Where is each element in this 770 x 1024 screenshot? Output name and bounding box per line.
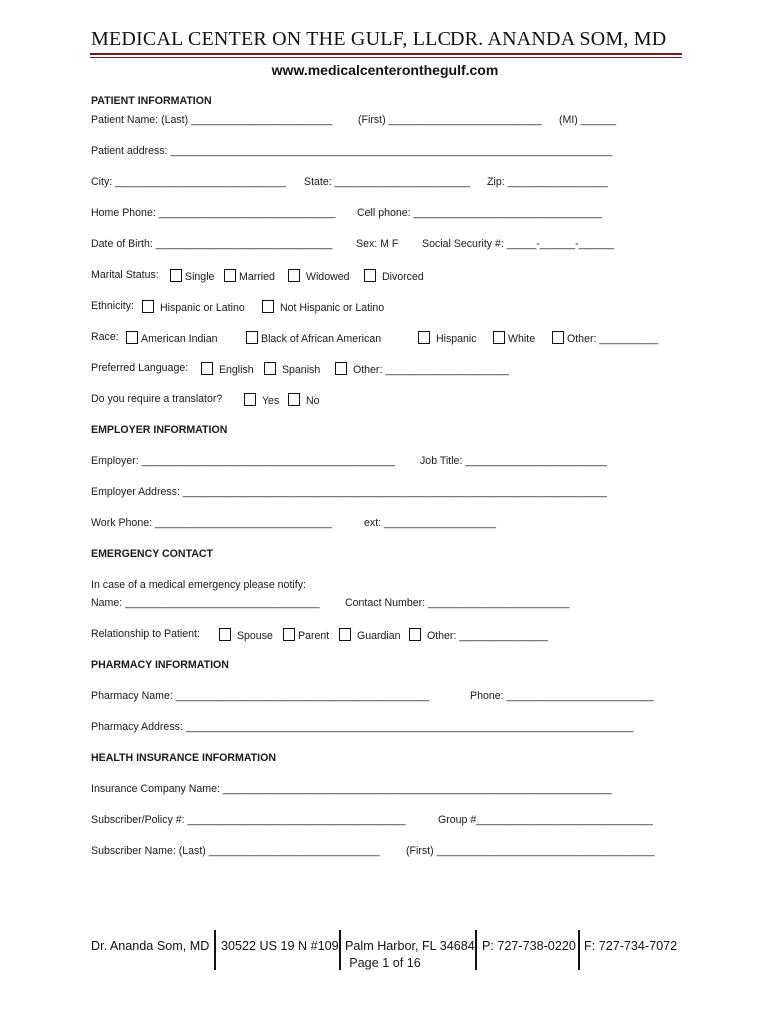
subscriber-last-name-field[interactable]: Subscriber Name: (Last) _____________________________ <box>91 845 380 857</box>
group-field[interactable]: Group #______________________________ <box>438 814 654 826</box>
checkbox-icon[interactable] <box>335 362 347 375</box>
contact-number-field[interactable]: Contact Number: ________________________ <box>345 597 570 609</box>
pharmacy-address-field[interactable]: Pharmacy Address: ____________________________________________________________________________ <box>91 721 634 733</box>
page-number: Page 1 of 16 <box>349 956 421 970</box>
race-option-black[interactable] <box>246 331 381 345</box>
footer-phone: P: 727-738-0220 <box>482 939 576 953</box>
subscriber-first-name-field[interactable]: (First) _____________________________________ <box>406 845 655 857</box>
option-label: Other: _____________________ <box>352 364 510 376</box>
checkbox-icon[interactable] <box>142 300 154 313</box>
section-pharmacy-information: PHARMACY INFORMATION <box>91 659 229 671</box>
checkbox-icon[interactable] <box>283 628 295 641</box>
race-option-american-indian[interactable] <box>126 331 218 345</box>
checkbox-icon[interactable] <box>126 331 138 344</box>
ext-field[interactable]: ext: ___________________ <box>364 517 496 529</box>
footer-city: Palm Harbor, FL 34684 <box>345 939 475 953</box>
relationship-label: Relationship to Patient: <box>91 628 200 640</box>
checkbox-icon[interactable] <box>339 628 351 641</box>
section-patient-information: PATIENT INFORMATION <box>91 95 212 107</box>
zip-field[interactable]: Zip: _________________ <box>487 176 608 188</box>
patient-mi-field[interactable]: (MI) ______ <box>559 114 617 126</box>
website-link[interactable]: www.medicalcenteronthegulf.com <box>271 62 499 78</box>
race-option-white[interactable] <box>493 331 535 345</box>
option-label: Not Hispanic or Latino <box>279 302 385 314</box>
translator-label: Do you require a translator? <box>91 393 223 405</box>
relationship-option-spouse[interactable] <box>219 628 273 642</box>
sex-field[interactable]: Sex: M F <box>356 238 399 250</box>
race-label: Race: <box>91 331 119 343</box>
option-label: Parent <box>298 630 330 642</box>
doctor-name: DR. ANANDA SOM, MD <box>450 28 667 50</box>
relationship-option-guardian[interactable] <box>339 628 401 642</box>
job-title-field[interactable]: Job Title: ________________________ <box>420 455 607 467</box>
language-option-other[interactable] <box>335 362 509 376</box>
option-label: White <box>508 333 536 345</box>
marital-option-divorced[interactable] <box>364 269 424 283</box>
emergency-notify-text: In case of a medical emergency please notify: <box>91 579 306 591</box>
patient-address-field[interactable]: Patient address: ___________________________________________________________________________ <box>91 145 613 157</box>
language-option-spanish[interactable] <box>264 362 320 376</box>
option-label: English <box>218 364 254 376</box>
relationship-option-other[interactable] <box>409 628 548 642</box>
checkbox-icon[interactable] <box>288 393 300 406</box>
emergency-name-field[interactable]: Name: _________________________________ <box>91 597 320 609</box>
checkbox-icon[interactable] <box>418 331 430 344</box>
option-label: Guardian <box>356 630 401 642</box>
dob-field[interactable]: Date of Birth: ______________________________ <box>91 238 333 250</box>
option-label: Black of African American <box>261 333 382 345</box>
pharmacy-phone-field[interactable]: Phone: _________________________ <box>470 690 654 702</box>
patient-first-name-field[interactable]: (First) __________________________ <box>358 114 542 126</box>
patient-last-name-field[interactable]: Patient Name: (Last) ________________________ <box>91 114 333 126</box>
option-label: Yes <box>261 395 280 407</box>
marital-option-single[interactable] <box>170 269 214 283</box>
checkbox-icon[interactable] <box>264 362 276 375</box>
state-field[interactable]: State: _______________________ <box>304 176 471 188</box>
footer-fax: F: 727-734-7072 <box>584 939 678 953</box>
option-label: No <box>305 395 320 407</box>
home-phone-field[interactable]: Home Phone: ______________________________ <box>91 207 336 219</box>
ethnicity-option-hispanic[interactable] <box>142 300 245 314</box>
checkbox-icon[interactable] <box>262 300 274 313</box>
checkbox-icon[interactable] <box>244 393 256 406</box>
subscriber-policy-field[interactable]: Subscriber/Policy #: _____________________________________ <box>91 814 406 826</box>
checkbox-icon[interactable] <box>224 269 236 282</box>
language-option-english[interactable] <box>201 362 254 376</box>
header-rule <box>90 53 682 55</box>
checkbox-icon[interactable] <box>552 331 564 344</box>
practice-name: MEDICAL CENTER ON THE GULF, LLC <box>91 28 452 50</box>
marital-status-label: Marital Status: <box>91 269 159 281</box>
footer-doctor: Dr. Ananda Som, MD <box>91 939 210 953</box>
checkbox-icon[interactable] <box>409 628 421 641</box>
checkbox-icon[interactable] <box>288 269 300 282</box>
option-label: Widowed <box>305 271 350 283</box>
checkbox-icon[interactable] <box>493 331 505 344</box>
option-label: Spanish <box>281 364 321 376</box>
option-label: Hispanic <box>435 333 477 345</box>
option-label: Other: _______________ <box>426 630 548 642</box>
ethnicity-option-not-hispanic[interactable] <box>262 300 384 314</box>
translator-option-no[interactable] <box>288 393 320 407</box>
checkbox-icon[interactable] <box>170 269 182 282</box>
option-label: Married <box>239 271 275 283</box>
work-phone-field[interactable]: Work Phone: ______________________________ <box>91 517 332 529</box>
insurance-company-field[interactable]: Insurance Company Name: __________________________________________________________________ <box>91 783 612 795</box>
checkbox-icon[interactable] <box>201 362 213 375</box>
checkbox-icon[interactable] <box>246 331 258 344</box>
option-label: Hispanic or Latino <box>159 302 245 314</box>
ssn-field[interactable]: Social Security #: _____-______-______ <box>422 238 615 250</box>
option-label: Other: __________ <box>567 333 659 345</box>
marital-option-widowed[interactable] <box>288 269 350 283</box>
section-employer-information: EMPLOYER INFORMATION <box>91 424 228 436</box>
section-health-insurance-information: HEALTH INSURANCE INFORMATION <box>91 752 276 764</box>
translator-option-yes[interactable] <box>244 393 279 407</box>
race-option-other[interactable] <box>552 331 658 345</box>
option-label: Single <box>185 271 215 283</box>
ethnicity-label: Ethnicity: <box>91 300 134 312</box>
option-label: Divorced <box>381 271 424 283</box>
section-emergency-contact: EMERGENCY CONTACT <box>91 548 214 560</box>
option-label: American Indian <box>141 333 218 345</box>
checkbox-icon[interactable] <box>364 269 376 282</box>
option-label: Spouse <box>236 630 273 642</box>
employer-field[interactable]: Employer: ___________________________________________ <box>91 455 395 467</box>
relationship-option-parent[interactable] <box>283 628 329 642</box>
checkbox-icon[interactable] <box>219 628 231 641</box>
cell-phone-field[interactable]: Cell phone: ________________________________ <box>357 207 603 219</box>
pharmacy-name-field[interactable]: Pharmacy Name: ___________________________________________ <box>91 690 430 702</box>
city-field[interactable]: City: _____________________________ <box>91 176 286 188</box>
header-rule-thin <box>90 57 682 58</box>
employer-address-field[interactable]: Employer Address: ________________________________________________________________________ <box>91 486 608 498</box>
language-label: Preferred Language: <box>91 362 189 374</box>
footer-street: 30522 US 19 N #109 <box>221 939 339 953</box>
race-option-hispanic[interactable] <box>418 331 477 345</box>
marital-option-married[interactable] <box>224 269 275 283</box>
